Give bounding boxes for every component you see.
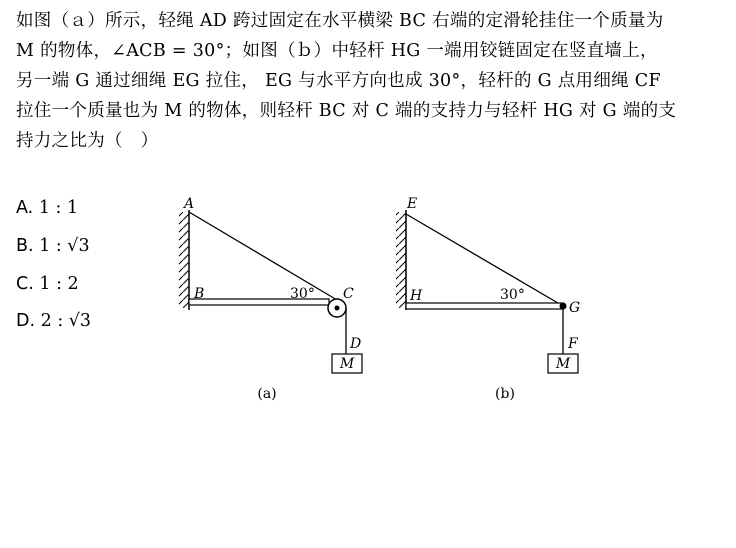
- option-c[interactable]: [16, 274, 79, 294]
- point-g: [560, 303, 567, 310]
- question-text: [16, 6, 726, 156]
- label-h: H: [410, 288, 423, 304]
- wall-hatch-b: [396, 212, 406, 308]
- label-d: D: [350, 336, 362, 352]
- caption-b: (b): [495, 386, 515, 402]
- question-line-3: 另一端 G 通过细绳 EG 拉住， EG 与水平方向也成 30°，轻杆的 G 点用细绳 CF: [16, 71, 661, 91]
- option-c-key: C.: [16, 274, 34, 294]
- question-line-1: 如图（ａ）所示，轻绳 AD 跨过固定在水平横梁 BC 右端的定滑轮挂住一个质量为: [16, 11, 664, 31]
- physics-figure: [175, 188, 595, 408]
- pulley-axle: [335, 306, 340, 311]
- question-line-4: 拉住一个质量也为 M 的物体，则轻杆 BC 对 C 端的支持力与轻杆 HG 对 G 端的支: [16, 101, 677, 121]
- question-line-2: M 的物体，∠ACB = 30°；如图（ｂ）中轻杆 HG 一端用铰链固定在竖直墙上，: [16, 41, 658, 61]
- angle-label-a: 30°: [290, 286, 315, 302]
- wall-hatch-a: [179, 212, 189, 308]
- option-a-text: 1 : 1: [38, 198, 79, 218]
- angle-label-b: 30°: [500, 287, 525, 303]
- mass-label-a: M: [339, 356, 355, 372]
- figure-b: [396, 196, 580, 402]
- label-f: F: [568, 336, 578, 352]
- rod-hg: [406, 303, 563, 309]
- figure-a: [179, 196, 362, 402]
- label-c: C: [343, 286, 354, 302]
- question-line-5: 持力之比为（ ）: [16, 131, 159, 151]
- option-d[interactable]: [16, 311, 91, 331]
- option-a[interactable]: [16, 198, 78, 218]
- label-g: G: [569, 300, 581, 316]
- option-b-text: 1 : √3: [39, 236, 90, 256]
- rope-eg: [406, 214, 563, 306]
- option-a-key: A.: [16, 198, 34, 218]
- option-d-key: D.: [16, 311, 36, 331]
- caption-a: (a): [257, 386, 277, 402]
- option-c-text: 1 : 2: [39, 274, 79, 294]
- mass-label-b: M: [555, 356, 571, 372]
- option-b-key: B.: [16, 236, 34, 256]
- label-b: B: [194, 286, 205, 302]
- option-d-text: 2 : √3: [40, 311, 92, 331]
- label-e: E: [407, 196, 418, 212]
- label-a: A: [184, 196, 195, 212]
- option-b[interactable]: [16, 236, 90, 256]
